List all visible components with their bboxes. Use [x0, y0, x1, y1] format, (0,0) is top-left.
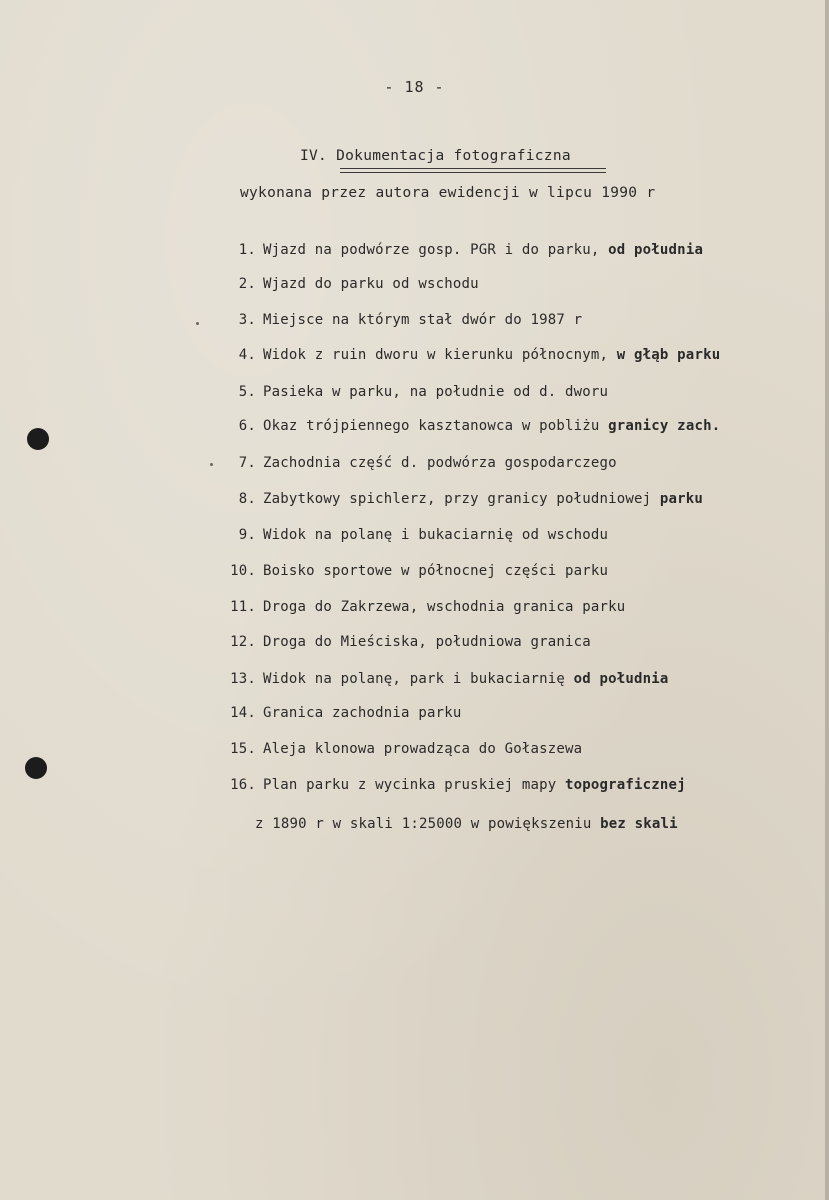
- item-text: Boisko sportowe w północnej części parku: [263, 563, 609, 579]
- item-text-emphasis: granicy zach.: [608, 418, 721, 434]
- list-item: [200, 599, 800, 621]
- section-title: IV. Dokumentacja fotograficzna: [300, 148, 571, 164]
- item-number: 12.: [230, 634, 256, 650]
- item-text: Widok z ruin dworu w kierunku północnym,: [263, 347, 617, 363]
- item-number: 14.: [230, 705, 256, 721]
- item-text: Wjazd do parku od wschodu: [263, 276, 479, 292]
- list-item: [200, 777, 800, 799]
- item-text: Aleja klonowa prowadząca do Gołaszewa: [263, 741, 583, 757]
- item-number: 13.: [230, 671, 256, 687]
- ink-speck: [210, 463, 213, 466]
- section-subtitle: wykonana przez autora ewidencji w lipcu 1990 r: [240, 185, 656, 201]
- punch-hole: [27, 428, 49, 450]
- list-item: [200, 741, 800, 763]
- list-item: [200, 563, 800, 585]
- item-number: 6.: [238, 418, 256, 434]
- item-text-emphasis: od południa: [608, 242, 704, 258]
- item-text: Pasieka w parku, na południe od d. dworu: [263, 384, 609, 400]
- item-text: Okaz trójpiennego kasztanowca w pobliżu: [263, 418, 609, 434]
- list-item: [200, 634, 800, 656]
- title-double-underline: [340, 168, 606, 173]
- list-item: [200, 312, 800, 334]
- item-number: 9.: [238, 527, 256, 543]
- item-text: Miejsce na którym stał dwór do 1987 r: [263, 312, 583, 328]
- item-text: Zachodnia część d. podwórza gospodarczego: [263, 455, 617, 471]
- item-number: 2.: [238, 276, 256, 292]
- item-number: 16.: [230, 777, 256, 793]
- item-number: 4.: [238, 347, 256, 363]
- list-item: [200, 276, 800, 298]
- item-text: Widok na polanę, park i bukaciarnię: [263, 671, 574, 687]
- list-item: [200, 347, 800, 369]
- list-item: [200, 491, 800, 513]
- item-text-emphasis: topograficznej: [565, 777, 686, 793]
- item-number: 7.: [238, 455, 256, 471]
- item-text: Zabytkowy spichlerz, przy granicy południowej: [263, 491, 660, 507]
- item-text-emphasis: od południa: [573, 671, 669, 687]
- item-number: 3.: [238, 312, 256, 328]
- item-text: Granica zachodnia parku: [263, 705, 462, 721]
- item-text: z 1890 r w skali 1:25000 w powiększeniu: [255, 816, 601, 832]
- page-edge: [825, 0, 829, 1200]
- item-text: Droga do Zakrzewa, wschodnia granica parku: [263, 599, 626, 615]
- item-number: 1.: [238, 242, 256, 258]
- item-text-emphasis: parku: [659, 491, 704, 507]
- item-text-emphasis: bez skali: [600, 816, 678, 832]
- item-number: 5.: [238, 384, 256, 400]
- list-item: [200, 455, 800, 477]
- ink-speck: [196, 322, 199, 325]
- item-text: Droga do Mieściska, południowa granica: [263, 634, 591, 650]
- item-number: 8.: [238, 491, 256, 507]
- list-item: [200, 527, 800, 549]
- item-number: 11.: [230, 599, 256, 615]
- list-item: [200, 705, 800, 727]
- item-text: Widok na polanę i bukaciarnię od wschodu: [263, 527, 609, 543]
- item-number: 10.: [230, 563, 256, 579]
- list-item: [200, 418, 800, 440]
- page-number: - 18 -: [384, 78, 445, 96]
- list-item-continuation: [255, 816, 678, 832]
- punch-hole: [25, 757, 47, 779]
- list-item: [200, 384, 800, 406]
- list-item: [200, 242, 800, 264]
- item-text: Wjazd na podwórze gosp. PGR i do parku,: [263, 242, 609, 258]
- item-number: 15.: [230, 741, 256, 757]
- item-text-emphasis: w głąb parku: [616, 347, 721, 363]
- list-item: [200, 671, 800, 693]
- item-text: Plan parku z wycinka pruskiej mapy: [263, 777, 566, 793]
